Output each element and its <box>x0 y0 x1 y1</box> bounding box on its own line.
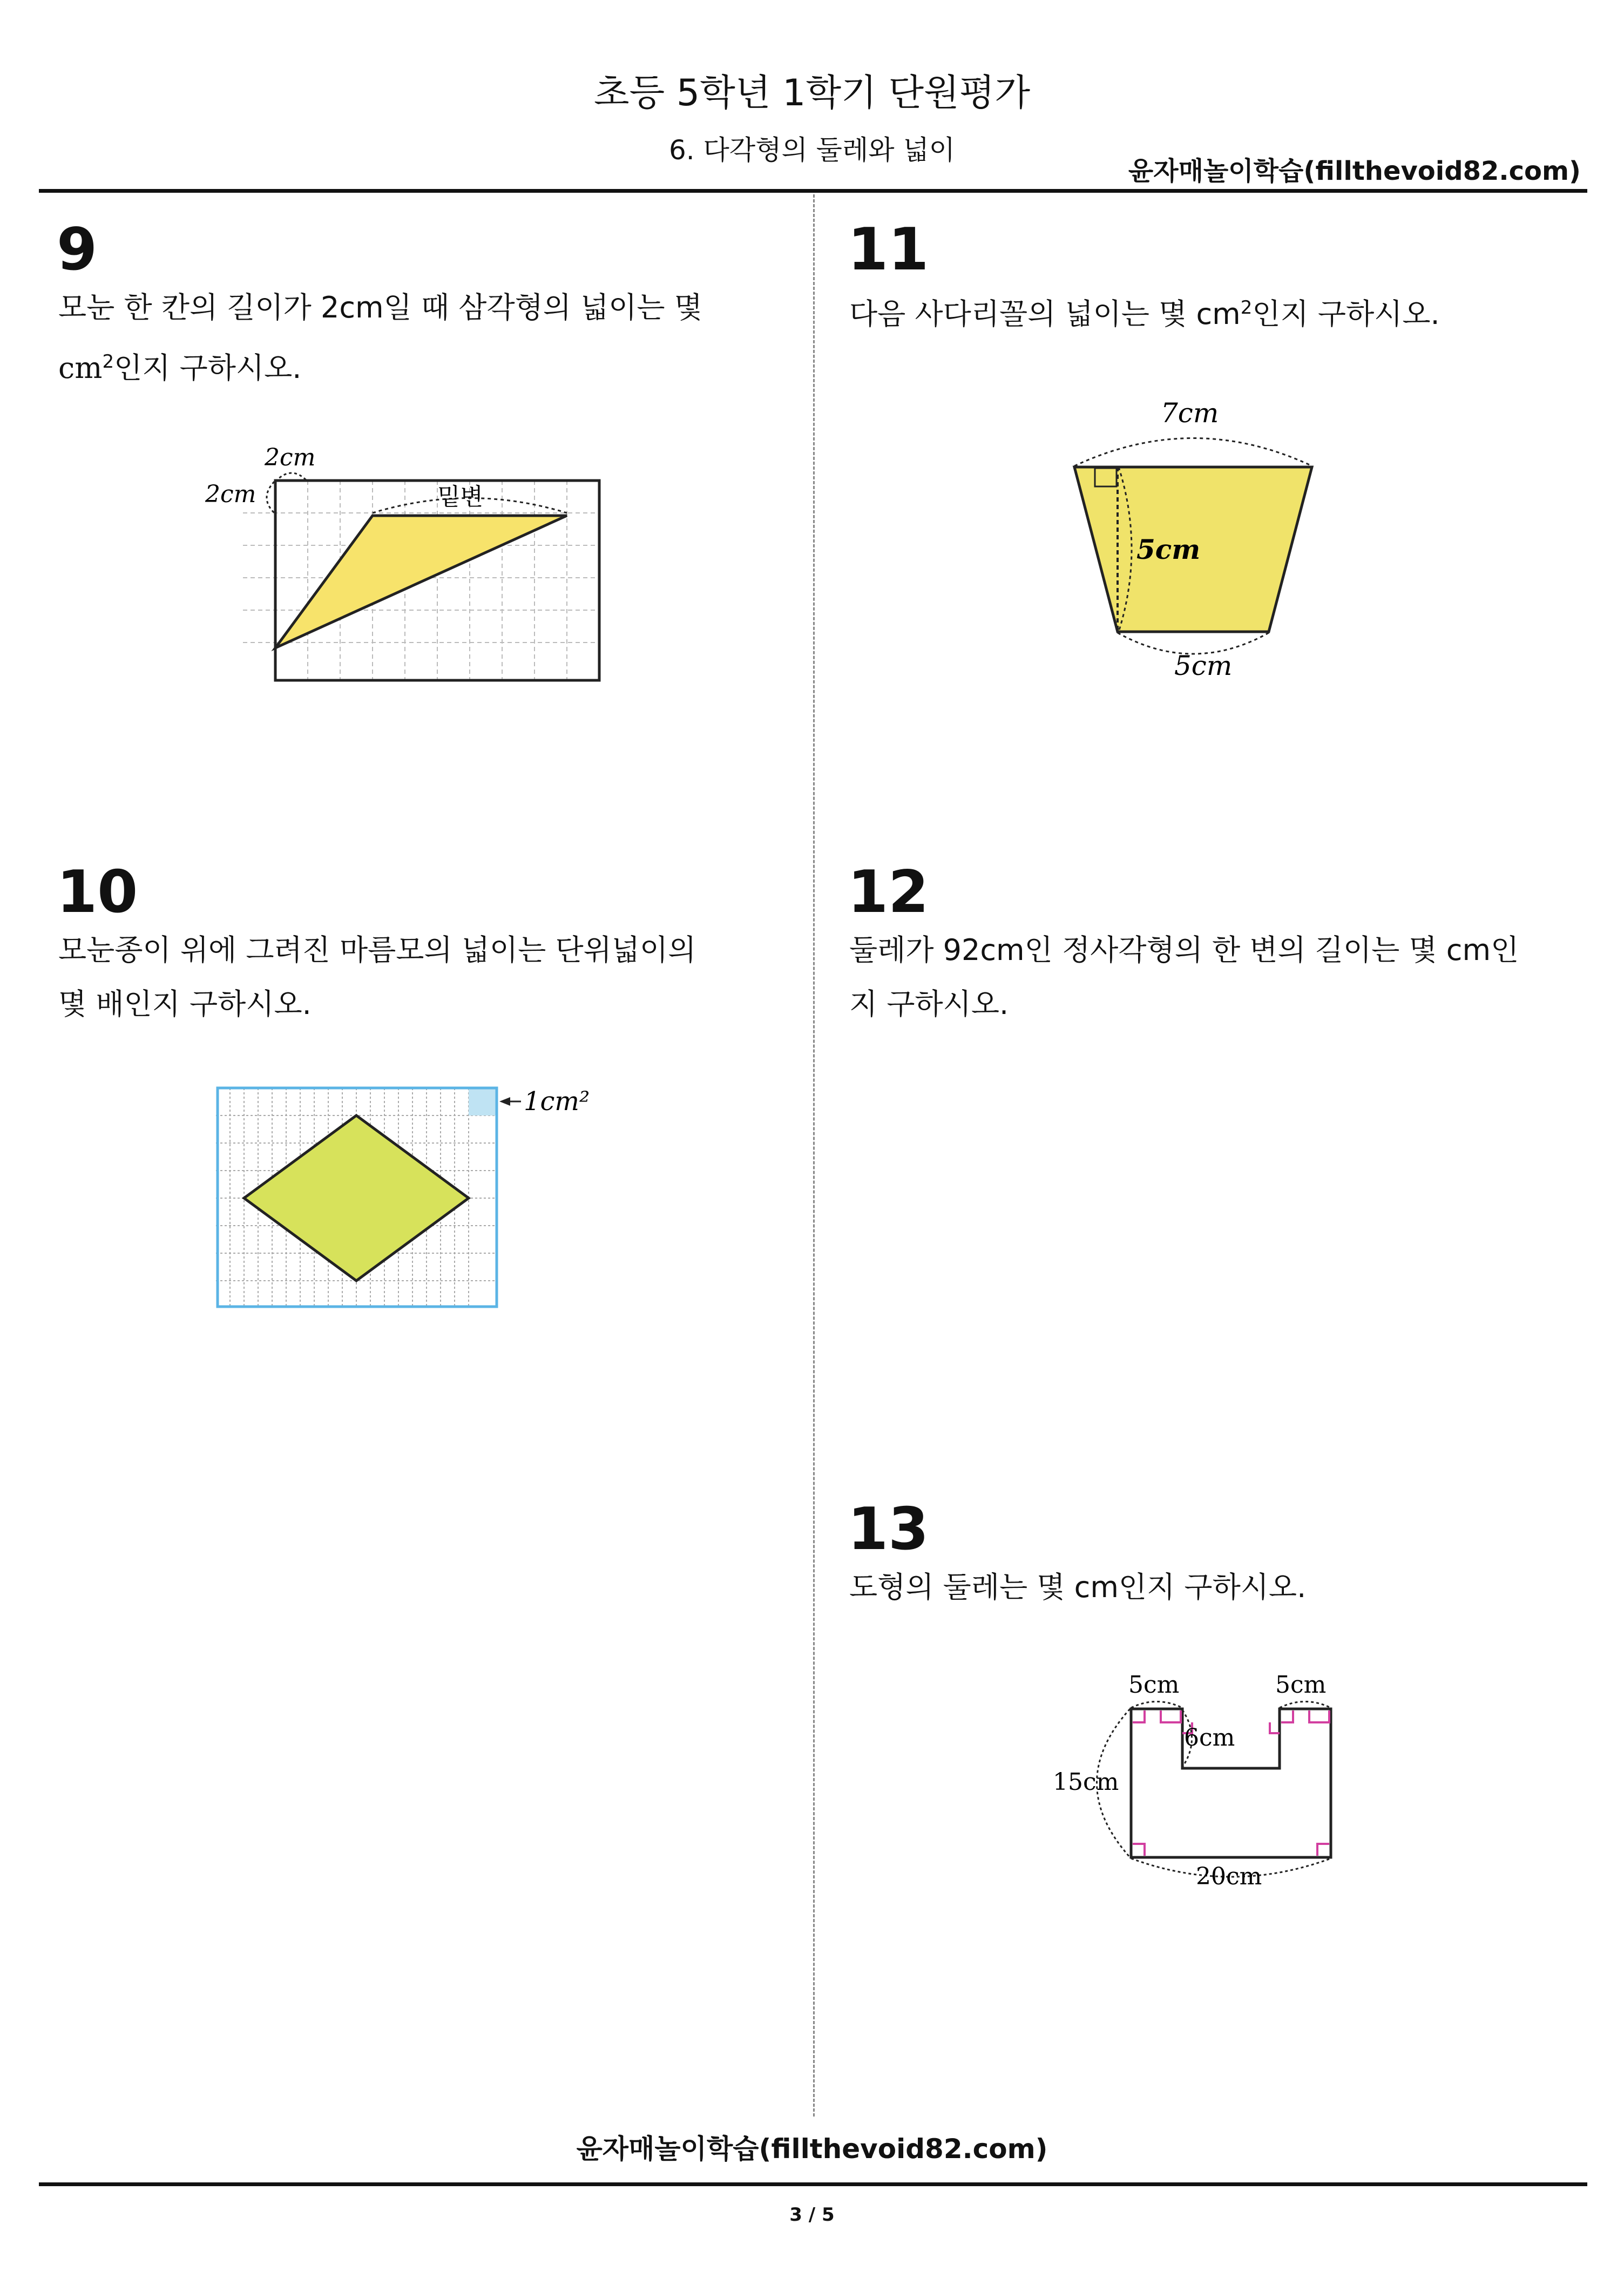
question-9-line2-rest: 인지 구하시오. <box>114 351 302 385</box>
question-11-text <box>849 281 1551 341</box>
left-arc <box>267 482 274 513</box>
column-divider <box>813 194 815 2117</box>
question-12-number: 12 <box>848 858 929 926</box>
question-13-line1: 도형의 둘레는 몇 cm인지 구하시오. <box>849 1570 1307 1604</box>
footer-brand: 윤자매놀이학습(fillthevoid82.com) <box>576 2133 1048 2165</box>
top-arc <box>1074 438 1312 466</box>
question-9-line1: 모눈 한 칸의 길이가 2cm일 때 삼각형의 넓이는 몇 <box>58 290 702 324</box>
label-notch: 6cm <box>1184 1724 1235 1752</box>
label-height: 15cm <box>1053 1768 1119 1796</box>
label-bottom: 5cm <box>1174 650 1233 681</box>
question-10-line1: 모눈종이 위에 그려진 마름모의 넓이는 단위넓이의 <box>58 933 696 967</box>
rhombus <box>244 1115 469 1281</box>
header-brand: 윤자매놀이학습(fillthevoid82.com) <box>1128 156 1581 186</box>
triangle <box>275 516 567 648</box>
unit-sup: 2 <box>102 351 114 373</box>
arrow-icon <box>499 1097 510 1106</box>
question-11-line1-post: 인지 구하시오. <box>1252 297 1440 331</box>
left-tab-arc <box>1131 1702 1182 1708</box>
question-11-line1-pre: 다음 사다리꼴의 넓이는 몇 cm <box>849 297 1241 331</box>
label-height: 5cm <box>1136 533 1201 565</box>
question-12-line2: 지 구하시오. <box>849 987 1009 1021</box>
question-13-text <box>849 1560 1551 1614</box>
label-left: 2cm <box>205 481 256 508</box>
label-base: 밑변 <box>437 483 484 511</box>
question-10-line2: 몇 배인지 구하시오. <box>58 987 312 1021</box>
right-tab-arc <box>1280 1702 1331 1708</box>
label-top: 7cm <box>1161 397 1219 429</box>
question-10-figure <box>216 1085 615 1312</box>
label-left-tab: 5cm <box>1128 1671 1180 1699</box>
question-10-number: 10 <box>57 858 138 926</box>
question-12-line1: 둘레가 92cm인 정사각형의 한 변의 길이는 몇 cm인 <box>849 933 1519 967</box>
question-11-number: 11 <box>848 216 929 283</box>
label-width: 20cm <box>1196 1863 1262 1890</box>
question-13-number: 13 <box>848 1496 929 1563</box>
question-11-figure <box>1058 389 1339 691</box>
question-12-text <box>849 923 1562 1031</box>
page-subtitle: 6. 다각형의 둘레와 넓이 <box>668 134 956 166</box>
unit-square <box>469 1088 497 1115</box>
question-9-line2 <box>58 335 760 395</box>
label-right-tab: 5cm <box>1275 1671 1327 1699</box>
question-10-text <box>58 923 760 1031</box>
question-9-text <box>58 281 760 395</box>
header-rule <box>39 189 1587 193</box>
question-13-figure <box>1053 1663 1344 1911</box>
question-11-line1 <box>849 281 1551 341</box>
unit-label: 1cm² <box>524 1086 590 1117</box>
unit-sup: 2 <box>1240 297 1253 319</box>
label-top: 2cm <box>265 444 316 471</box>
page-number: 3 / 5 <box>789 2204 835 2226</box>
question-9-figure <box>200 432 621 691</box>
page-title: 초등 5학년 1학기 단원평가 <box>593 72 1031 114</box>
unit-cm: cm <box>58 351 103 385</box>
footer-rule <box>39 2182 1587 2186</box>
question-9-number: 9 <box>57 216 98 283</box>
